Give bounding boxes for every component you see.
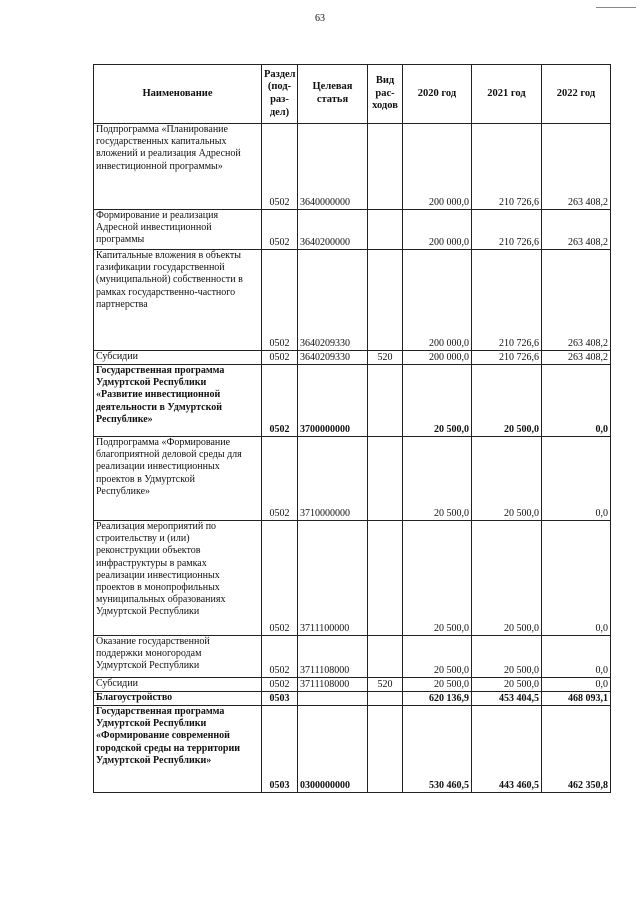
row-name-line: проектов в монопрофильных [96,582,220,594]
corner-rule [596,7,636,8]
row-name-line: инфраструктуры в рамках [96,557,207,569]
row-expense [368,210,403,250]
row-name-line: реализации инвестиционных [96,461,220,473]
header-row [94,65,611,124]
row-name-line: деятельности в Удмуртской [96,401,222,413]
row-2020: 200 000,0 [403,250,472,351]
row-2022: 263 408,2 [542,210,611,250]
header-section-line: (под- [267,81,292,93]
row-2022: 263 408,2 [542,351,611,365]
row-section: 0502 [262,124,298,210]
row-name-line: Государственная программа [96,365,225,376]
row-2022: 0,0 [542,521,611,636]
row-name-line: Подпрограмма «Планирование [96,124,228,135]
row-section: 0503 [262,692,298,706]
row-2020: 200 000,0 [403,351,472,365]
row-name-line: реконструкции объектов [96,545,201,557]
header-2021: 2021 год [472,65,542,124]
row-name-line: Республике» [96,485,151,497]
row-name-line: проектов в Удмуртской [96,473,195,485]
row-section: 0502 [262,250,298,351]
row-2020: 20 500,0 [403,521,472,636]
row-2021: 443 460,5 [472,706,542,793]
row-2021: 210 726,6 [472,351,542,365]
row-expense [368,250,403,351]
header-expense-line: Вид [375,75,395,87]
row-name-line: реализации инвестиционных [96,569,220,581]
row-expense [368,437,403,521]
row-2020: 200 000,0 [403,210,472,250]
row-name-line: Республике» [96,413,153,425]
row-2020: 620 136,9 [403,692,472,706]
table-row [94,678,611,692]
row-name-cell [94,365,262,437]
row-name-line: муниципальных образованиях [96,594,226,606]
row-2020: 20 500,0 [403,365,472,437]
row-target: 3711100000 [298,521,368,636]
row-name-cell [94,678,262,692]
row-2020: 20 500,0 [403,678,472,692]
row-name-line: Благоустройство [96,692,173,703]
row-name-line: Оказание государственной [96,636,210,647]
row-name-line: Реализация мероприятий по [96,521,217,532]
row-name-line: «Развитие инвестиционной [96,389,221,401]
row-target: 3640200000 [298,210,368,250]
row-2022: 0,0 [542,678,611,692]
row-name-line: Адресной инвестиционной [96,222,212,234]
row-target: 3640209330 [298,250,368,351]
header-2022: 2022 год [542,65,611,124]
row-2021: 20 500,0 [472,636,542,678]
row-2021: 210 726,6 [472,124,542,210]
row-expense [368,521,403,636]
row-name-cell [94,210,262,250]
row-name-line: партнерства [96,298,148,310]
row-name-line: «Формирование современной [96,730,230,742]
row-target: 3710000000 [298,437,368,521]
header-target-line: статья [316,94,349,105]
row-target: 3711108000 [298,636,368,678]
row-expense [368,706,403,793]
table-row [94,210,611,250]
row-name-cell [94,636,262,678]
table-row [94,351,611,365]
row-expense [368,636,403,678]
table-row [94,437,611,521]
row-name-line: вложений и реализация Адресной [96,148,241,160]
row-target: 3711108000 [298,678,368,692]
row-name-line: Капитальные вложения в объекты [96,250,241,261]
row-name-cell [94,250,262,351]
header-2020: 2020 год [403,65,472,124]
table-row [94,124,611,210]
row-2022: 263 408,2 [542,250,611,351]
row-name-line: Удмуртской Республики [96,718,207,730]
table-row [94,636,611,678]
row-2021: 210 726,6 [472,250,542,351]
row-name-line: поддержки моногородам [96,648,202,660]
row-2020: 200 000,0 [403,124,472,210]
table-row [94,706,611,793]
header-expense-line: рас- [375,87,395,99]
row-2021: 20 500,0 [472,678,542,692]
row-target: 0300000000 [298,706,368,793]
row-name-line: Удмуртской Республики» [96,754,212,766]
row-name-cell [94,437,262,521]
row-name-cell [94,706,262,793]
row-section: 0502 [262,521,298,636]
row-2021: 20 500,0 [472,437,542,521]
row-section: 0502 [262,636,298,678]
header-section-line: дел) [269,106,290,118]
row-name-line: газификации государственной [96,262,225,274]
row-name-cell [94,351,262,365]
header-expense [368,65,403,124]
row-section: 0502 [262,351,298,365]
row-name-line: инвестиционной программы» [96,160,223,172]
row-2022: 0,0 [542,636,611,678]
page-number: 63 [315,13,325,24]
table-row [94,365,611,437]
row-2021: 453 404,5 [472,692,542,706]
row-name-line: (муниципальной) собственности в [96,274,243,286]
row-2020: 20 500,0 [403,437,472,521]
row-section: 0502 [262,437,298,521]
row-name-line: Субсидии [96,678,138,689]
row-name-line: строительству и (или) [96,533,190,545]
row-name-line: Подпрограмма «Формирование [96,437,231,448]
header-section-line: Раздел [264,68,296,80]
row-name-line: Удмуртской Республики [96,660,200,672]
row-expense [368,124,403,210]
row-name-cell [94,692,262,706]
row-expense [368,692,403,706]
row-name-line: государственных капитальных [96,136,227,148]
row-2020: 20 500,0 [403,636,472,678]
row-2021: 20 500,0 [472,521,542,636]
row-name-cell [94,124,262,210]
table-row [94,250,611,351]
row-section: 0502 [262,210,298,250]
row-section: 0503 [262,706,298,793]
row-2022: 468 093,1 [542,692,611,706]
row-2022: 462 350,8 [542,706,611,793]
row-name-line: Удмуртской Республики [96,606,200,618]
row-expense: 520 [368,351,403,365]
row-2021: 210 726,6 [472,210,542,250]
row-name-line: Удмуртской Республики [96,377,207,389]
header-target [298,65,368,124]
row-name-line: Формирование и реализация [96,210,219,221]
row-expense [368,365,403,437]
row-name-line: городской среды на территории [96,742,240,754]
table-row [94,692,611,706]
row-2020: 530 460,5 [403,706,472,793]
header-name: Наименование [94,65,262,124]
header-section-line: раз- [270,94,289,105]
row-target: 3640209330 [298,351,368,365]
row-name-line: рамках государственно-частного [96,286,236,298]
row-name-cell [94,521,262,636]
row-target: 3700000000 [298,365,368,437]
header-expense-line: ходов [372,100,398,112]
row-name-line: программы [96,234,145,246]
row-2022: 0,0 [542,365,611,437]
budget-table [93,64,611,793]
row-2022: 0,0 [542,437,611,521]
header-section [262,65,298,124]
row-target [298,692,368,706]
row-2021: 20 500,0 [472,365,542,437]
row-target: 3640000000 [298,124,368,210]
row-section: 0502 [262,678,298,692]
row-section: 0502 [262,365,298,437]
header-target-line: Целевая [312,81,353,93]
row-expense: 520 [368,678,403,692]
row-name-line: Субсидии [96,351,138,362]
row-name-line: Государственная программа [96,706,225,717]
row-2022: 263 408,2 [542,124,611,210]
table-row [94,521,611,636]
row-name-line: благоприятной деловой среды для [96,449,242,461]
